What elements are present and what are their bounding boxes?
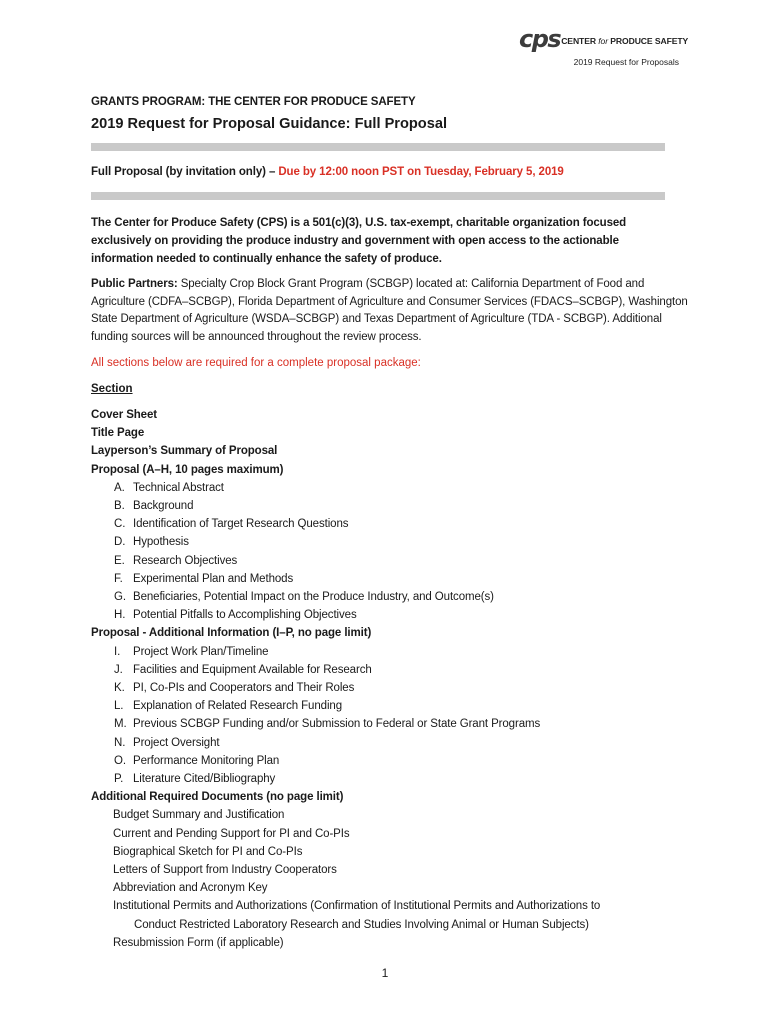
list-item: E. Research Objectives xyxy=(114,554,238,567)
document-item: Resubmission Form (if applicable) xyxy=(113,936,284,949)
outline-proposal-heading: Proposal (A–H, 10 pages maximum) xyxy=(91,463,284,476)
cps-logo xyxy=(519,25,689,53)
list-item: D. Hypothesis xyxy=(114,536,189,549)
list-item: G. Beneficiaries, Potential Impact on the Produce Industry, and Outcome(s) xyxy=(114,591,494,604)
section-heading: Section xyxy=(91,383,133,395)
list-item: I. Project Work Plan/Timeline xyxy=(114,645,269,658)
list-item: B. Background xyxy=(114,500,194,513)
list-item: A. Technical Abstract xyxy=(114,481,224,494)
document-item: Abbreviation and Acronym Key xyxy=(113,882,268,895)
public-partners-paragraph xyxy=(91,276,691,346)
required-note: All sections below are required for a complete proposal package: xyxy=(91,357,421,369)
document-item: Current and Pending Support for PI and Co-PIs xyxy=(113,827,350,840)
logo-wordmark: CENTER for PRODUCE SAFETY xyxy=(561,36,689,46)
list-item: J. Facilities and Equipment Available for Research xyxy=(114,663,372,676)
full-proposal-line xyxy=(91,164,691,180)
page-number: 1 xyxy=(381,966,389,980)
list-item: N. Project Oversight xyxy=(114,736,220,749)
outline-additional-heading: Proposal - Additional Information (I–P, no page limit) xyxy=(91,627,372,640)
list-item: L. Explanation of Related Research Funding xyxy=(114,700,342,713)
list-item: M. Previous SCBGP Funding and/or Submission to Federal or State Grant Programs xyxy=(114,718,541,731)
logo-mark: cps xyxy=(519,25,561,53)
outline-documents-heading: Additional Required Documents (no page limit) xyxy=(91,791,344,804)
list-item: P. Literature Cited/Bibliography xyxy=(114,773,276,786)
partners-text: Specialty Crop Block Grant Program (SCBGP) located at: California Department of Food and Agriculture (CDFA–SCBGP), Florida Department of Agriculture and Consumer Services (FDACS–SCBGP), Washington State Department of Agriculture (WSDA–SCBGP) and Texas Department of Agriculture (TDA - SCBGP). Additional funding sources will be announced throughout the review process. xyxy=(91,278,688,343)
document-body xyxy=(91,95,691,952)
outline-title-page: Title Page xyxy=(91,427,145,440)
full-proposal-label: Full Proposal (by invitation only) – xyxy=(91,166,279,178)
document-title: 2019 Request for Proposal Guidance: Full Proposal xyxy=(91,116,448,132)
list-item: H. Potential Pitfalls to Accomplishing Objectives xyxy=(114,609,357,622)
header-doc-label: 2019 Request for Proposals xyxy=(573,57,679,67)
document-item: Letters of Support from Industry Cooperators xyxy=(113,864,337,877)
intro-paragraph: The Center for Produce Safety (CPS) is a 501(c)(3), U.S. tax-exempt, charitable organization focused exclusively on providing the produce industry and government with open access to the actionable information needed to continually enhance the safety of produce. xyxy=(91,217,627,265)
document-item: Budget Summary and Justification xyxy=(113,809,285,822)
document-item-permits: Institutional Permits and Authorizations (Confirmation of Institutional Permits and Authorizations to Conduct Restricted Laboratory Research and Studies Involving Animal or Human Subjects) xyxy=(113,900,601,931)
list-item: C. Identification of Target Research Questions xyxy=(114,518,349,531)
outline-cover-sheet: Cover Sheet xyxy=(91,409,158,421)
list-item: K. PI, Co-PIs and Cooperators and Their Roles xyxy=(114,682,355,695)
divider-bar xyxy=(91,192,665,200)
list-item: O. Performance Monitoring Plan xyxy=(114,754,280,767)
outline-summary: Layperson’s Summary of Proposal xyxy=(91,445,278,458)
program-title: GRANTS PROGRAM: THE CENTER FOR PRODUCE SAFETY xyxy=(91,96,416,108)
partners-label: Public Partners: xyxy=(91,278,178,290)
due-date: Due by 12:00 noon PST on Tuesday, February 5, 2019 xyxy=(278,166,564,178)
section-outline xyxy=(91,406,691,952)
divider-bar xyxy=(91,143,665,151)
list-item: F. Experimental Plan and Methods xyxy=(114,572,294,585)
document-item: Biographical Sketch for PI and Co-PIs xyxy=(113,845,303,858)
